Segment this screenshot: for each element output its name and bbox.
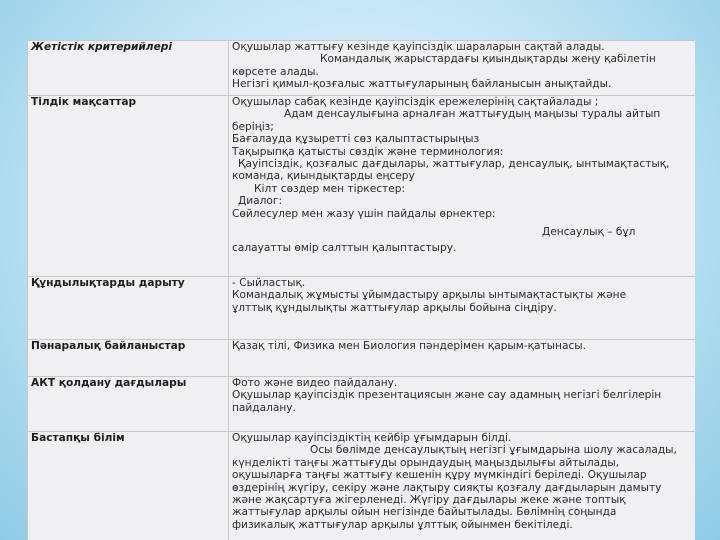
text-line: беріңіз; <box>232 120 274 133</box>
text-line: Негізгі қимыл-қозғалыс жаттығуларының байланысын анықтайды. <box>232 78 612 91</box>
row-label: Пәнаралық байланыстар <box>28 340 229 377</box>
text-line: Сөйлесулер мен жазу үшін пайдалы өрнектер: <box>232 207 496 220</box>
text-line: жаттығулар арқылы ойын негізінде байытылады. Бөлімнің соңында <box>232 506 617 519</box>
text-line: оқушыларға таңғы жаттығу кешенін құру мүмкіндігі беріледі. Оқушылар <box>232 469 647 482</box>
row-label: АКТ қолдану дағдылары <box>28 377 229 432</box>
text-line: Командалық жарыстардағы қиындықтарды жеңу қабілетін <box>320 53 656 66</box>
row-content <box>229 96 696 277</box>
text-line: ұлттық құндылықты жаттығулар арқылы бойына сіңдіру. <box>232 301 557 314</box>
document-sheet <box>27 40 695 540</box>
text-line: Командалық жұмысты ұйымдастыру арқылы ынтымақтастықты және <box>232 289 627 302</box>
text-line: Тақырыпқа қатысты сөздік және терминология: <box>232 145 504 158</box>
row-label: Тілдік мақсаттар <box>28 96 229 277</box>
row-content <box>229 277 696 340</box>
table-row-interdisciplinary <box>28 340 696 377</box>
text-line: Оқушылар жаттығу кезінде қауіпсіздік шараларын сақтай алады. <box>232 41 605 53</box>
text-line: команда, қиындықтарды еңсеру <box>232 170 415 183</box>
text-line: көрсете алады. <box>232 65 319 78</box>
table-row-language-objectives <box>28 96 696 277</box>
table-row-ict-skills <box>28 377 696 432</box>
text-line: Бағалауда құзыретті сөз қалыптастырыңыз <box>232 133 480 146</box>
text-line: өздерінің жүгіру, секіру және лақтыру сияқты қозғалу дағдыларын дамыту <box>232 481 662 494</box>
row-label: Бастапқы білім <box>28 432 229 540</box>
row-content <box>229 377 696 432</box>
text-line: Диалог: <box>238 195 283 208</box>
text-line: Оқушылар сабақ кезінде қауіпсіздік ережелерінің сақтайалады ; <box>232 96 599 108</box>
text-line: және жақсартуға жігерленеді. Жүгіру дағдылары жеке және топтық <box>232 494 626 507</box>
row-content <box>229 41 696 96</box>
text-line: күнделікті таңғы жаттығуды орындаудың маңыздылығы айтылады, <box>232 456 620 469</box>
text-line: физикалық жаттығулар арқылы ұлттық ойынмен бекітіледі. <box>232 518 573 531</box>
text-line: салауатты өмір салттын қалыптастыру. <box>232 242 457 255</box>
text-line: - Сыйластық. <box>232 277 306 289</box>
table-row-success-criteria <box>28 41 696 96</box>
row-label: Құндылықтарды дарыту <box>28 277 229 340</box>
row-content <box>229 432 696 540</box>
table-row-values <box>28 277 696 340</box>
text-line: Қауіпсіздік, қозғалыс дағдылары, жаттығулар, денсаулық, ынтымақтастық, <box>238 158 670 171</box>
text-line: Денсаулық – бұл <box>542 226 636 239</box>
row-label: Жетістік критерийлері <box>28 41 229 96</box>
row-content <box>229 340 696 377</box>
lesson-plan-table <box>27 40 695 540</box>
text-line: Кілт сөздер мен тіркестер: <box>254 182 406 195</box>
text-line: Оқушылар қауіпсіздік презентациясын және сау адамның негізгі белгілерін <box>232 389 662 402</box>
table-row-prior-knowledge <box>28 432 696 540</box>
text-line: Адам денсаулығына арналған жаттығудың маңызы туралы айтып <box>284 108 661 121</box>
text-line: пайдалану. <box>232 401 296 414</box>
text-line: Фото және видео пайдалану. <box>232 377 398 389</box>
text-line: Осы бөлімде денсаулықтың негізгі ұғымдарына шолу жасалады, <box>310 444 677 457</box>
text-line: Оқушылар қауіпсіздіктің кейбір ұғымдарын білді. <box>232 432 512 444</box>
text-line: Қазақ тілі, Физика мен Биология пәндерімен қарым-қатынасы. <box>232 340 587 352</box>
